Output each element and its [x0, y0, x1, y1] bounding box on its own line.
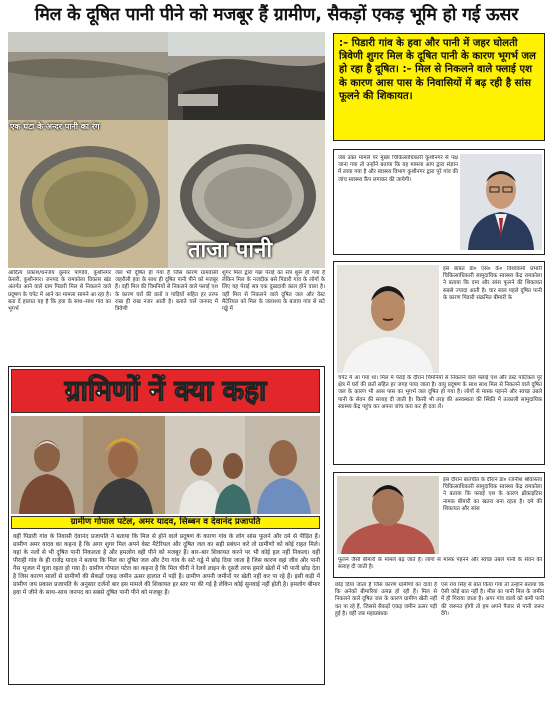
field-photo-image [8, 32, 325, 120]
second-doctor-intro: इस दौरान बातचीत के दौरान डा० रजनीश श्रीवास्तव चिकित्साधिकारी सामुदायिक स्वास्थ्य केंद्र रामकोला ने बताया कि फ्लाई एश के कारण ब्रोंकाइटिस नामक बीमारी का खतरा बना रहता है। दमे की शिकायत और सांस [443, 477, 542, 512]
villagers-image [11, 416, 320, 514]
second-doctor-portrait [337, 476, 439, 554]
bottom-col-right: एस राय सिंह से बात किया गया तो उन्होंने बताया कि ऐसी कोई बात नहीं है। मील का पानी मिल के जमीन में ही गिराया जाता है। अगर गांव वालों को कमी पानी की जरूरत होगी तो हम अपने पैजार से पानी जरूर देंगे। [441, 582, 544, 617]
cmo-box [333, 149, 545, 255]
villagers-text: वहीं पिडारी गांव के निवासी देवानंद प्रजापति ने बताया कि मिल से होने वाले प्रदूषण के कारण गांव के लोग सांस फूलने और दमे से पीड़ित हैं। ग्रामीण अमर यादव का कहना है कि अगर शुगर मिल अपने वेस्ट मैटेरियल और दूषित जल का सही प्रबंधन करे तो ग्रामीणों को कोई राहत मिले। यहां के नलों से भी दूषित पानी निकलता है और हमलोग वही पीने को मजबूर हैं। बार–बार शिकायत करने पर भी कोई हल नहीं निकला। वहीं पीराही गांव के ही राजेंद्र यादव ने बताया कि मिल का दूषित जल और टेंगा गांव के सटे गड्ढे में छोड़ दिया जाता है जिस कारण वहां जीव और पानी गैस भूजल में घुला रहता हो गया है। ग्रामीण गोपाल पटेल का कहना है कि मिल चीनी ने रेलवे लाइन के दूसरी तरफ हमारे खेतों में भी पानी छोड़ देता है जिस कारण सालों से ग्रामीणों की सैकड़ों एकड़ जमीन ऊसर हालात में पड़ी है। ग्रामीण अपनी जमीनों पर खेती नहीं कर पा रहे हैं। इसी कड़ी में ग्रामीण जय प्रकाश प्रजापति के अनुसार दर्जनों बार इस मामले की शिकायत हर स्तर पर की गई है लेकिन कोई सुनवाई नहीं होती है। हमलोग बीमार हवा में जीने के साथ–साथ जनपद का सबसे दूषित पानी पीने को मजबूर हैं। [13, 534, 320, 596]
cmo-photo [460, 154, 542, 250]
doctor-box [333, 261, 545, 465]
second-doctor-box [333, 472, 545, 578]
bottom-col-mid: छोड़ दिया जाता है जिस कारण ग्रामीणों का दावा है कि अनेकों बीमारियां उत्पन्न हो रही हैं। मिल से निकलने वाले दूषित जल के कारण ग्रामीण खेती नहीं कर पा रहे हैं, जिससे सैकड़ों एकड़ जमीन ऊसर पड़ी हुई है। वहीं जब महाप्रबंधक [335, 582, 437, 617]
doctor-photo [337, 265, 439, 373]
water-glass-photo [8, 120, 325, 268]
doctor-intro: इस बाबत डा० एस० के० विश्वकर्मा प्रभारी चिकित्साधिकारी सामुदायिक स्वास्थ्य केंद्र रामकोला ने बताया कि दमा और सांस फूलने की शिकायत सबसे ज्यादा आती है। चार साल पहले दूषित पानी के कारण पिडारी संक्रमित बीमारी के [443, 266, 542, 301]
section-title: ग्रामिणों नें क्या कहा [11, 369, 320, 413]
article-col-2: जल भी दूषित हो गया है जिस कारण ग्रामवासी जहरीली हवा के साथ ही दूषित पानी पीने को मजबूर हैं। वहीं मिल की चिमनियों से निकलने वाले फ्लाई एश के कारण घरों की छतों व गाड़ियों सहित हर तरफ राख ही राख नजर आती है। बताते चलें जनपद में त्रिवेणी [115, 270, 218, 313]
cmo-quote: जब उक्त मामले पर मुख्य चिकित्साधिकारी कुशीनगर से पक्ष जाना गया तो उन्होंने बताया कि यह मामला आप द्वारा संज्ञान में लाया गया है और स्वास्थ्य विभाग कुशीनगर द्वारा पूरे गांव की जांच स्वास्थ्य कैंप लगाकर की जायेगी। [338, 155, 458, 183]
water-glass-image [8, 120, 325, 268]
cmo-portrait [460, 154, 542, 250]
headline: मिल के दूषित पानी पीने को मजबूर हैं ग्रामीण, सैकड़ों एकड़ भूमि हो गई ऊसर [34, 5, 519, 25]
water-caption: एक घंटा के अन्दर पानी का रंग [10, 122, 100, 131]
field-photo [8, 32, 325, 120]
villagers-caption: ग्रामीण गोपाल पटेल, अमर यादव, सिब्बन व देवानंद प्रजापति [11, 516, 320, 529]
second-doctor-body: फूलने जैसी बीमारी के मामले बढ़ जाते हैं। लोगों से मास्क पहनने और स्वच्छ उबले पानी के सेवन की सलाह दी जाती है। [338, 557, 542, 571]
second-doctor-photo [337, 476, 439, 554]
article-col-1: आदित्य प्रकाश/धनंजय कुमार पाण्डेय, कुशीनगर केसरी, कुशीनगर। जनपद के रामकोला विकास खंड अंतर्गत आने वाले ग्राम पिडारी मिल से निकलने वाले प्रदूषण के चपेट में आने का मामला सामने आ रहा है। बता दें हालात यह है कि हवा के साथ–साथ गांव का भूगर्भ [8, 270, 111, 313]
doctor-portrait [337, 265, 439, 373]
highlight-text: :– पिडारी गांव के हवा और पानी में जहर घोलती त्रिवेणी शुगर मिल के दूषित पानी के कारण भूगर्भ जल हो रहा है दूषित। :– मिल से निकलने वाले फ्लाई एश के कारण आस पास के निवासियों में बढ़ रही है सांस फूलने की शिकायत। [339, 38, 536, 102]
fresh-water-label: ताजा पानी [188, 238, 273, 263]
article-col-3: शुगर मिल द्वारा गन्ना पेराई का सत्र शुरू हो गया है लेकिन मिल के नजदीक बसे पिडारी गांव के लोगों के लिए यह पेराई सत्र एक दुखदायी काल होने वाला है। वहीं मिल से निकलने वाले दूषित जल और वेस्ट मैटेरियल को मिल के जलाशय के बजाय गांव से सटे गड्ढे में [222, 270, 325, 313]
villagers-box [8, 366, 325, 685]
doctor-body: चपेट में आ गया था। मिल में पेराई के दौरान चिमनियों से निकलने वाले फ्लाई एश और डस्ट पार्टिकल पूरे क्षेत्र में घरों की छतों सहित हर जगह पाया जाता है। वायु प्रदूषण के साथ साथ मिल से निकलने वाले दूषित जल के कारण भी आस पास का भूगर्भ जल दूषित हो गया है। लोगों से मास्क पहनने और स्वच्छ उबले पानी के सेवन की सलाह दी जाती है। किसी भी तरह की अस्वस्थता की स्थिति में तत्काली सामुदायिक स्वास्थ्य केंद्र पहुंच कर अपना जांच करा कर ही दवा लें। [338, 375, 542, 410]
villagers-photo [11, 416, 320, 514]
highlight-box [333, 33, 545, 141]
